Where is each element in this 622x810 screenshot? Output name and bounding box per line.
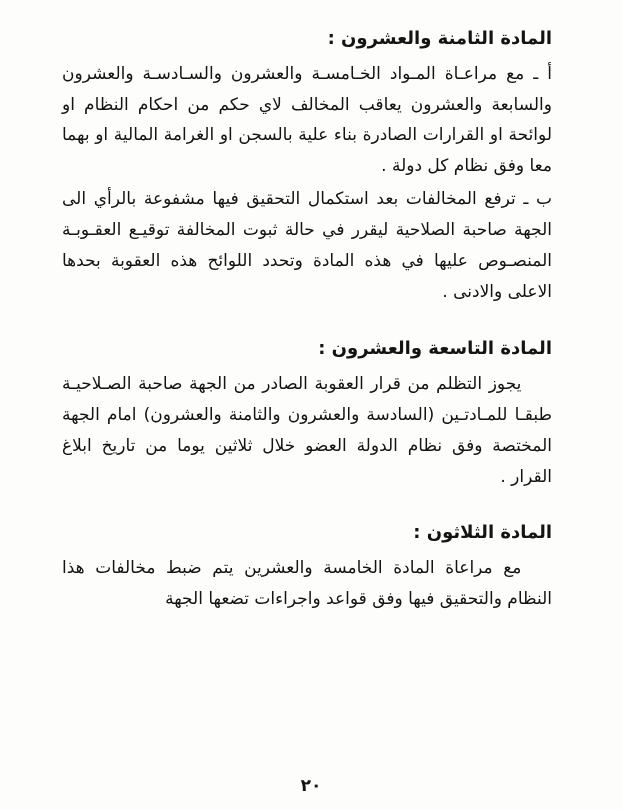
article-29-heading: المادة التاسعة والعشرون : xyxy=(318,338,552,360)
article-30-paragraph: مع مراعاة المادة الخامسة والعشرين يتم ضبط مخالفات هذا النظام والتحقيق فيها وفق قواعد واجراءات تضعها الجهة xyxy=(62,558,552,609)
article-28-paragraph-a: أ ـ مع مراعـاة المـواد الخـامسـة والعشرون والسـادسـة والعشرون والسابعة والعشرون يعاقب المخالف لاي حكم من احكام النظام او لوائحة او القرارات الصادرة بناء علية بالسجن او الغرامة المالية او بهما معا وفق نظام كل دولة . xyxy=(62,63,552,177)
page-number: ٢٠ xyxy=(300,776,322,796)
article-29-paragraph: يجوز التظلم من قرار العقوبة الصادر من الجهة صاحبة الصـلاحيـة طبقـا للمـادتـين (السادسة والعشرون والثامنة والعشرون) امام الجهة المختصة وفق نظام الدولة العضو خلال ثلاثين يوما من تاريخ ابلاغ القرار . xyxy=(62,373,552,487)
article-28-paragraph-b: ب ـ ترفع المخالفات بعد استكمال التحقيق فيها مشفوعة بالرأي الى الجهة صاحبة الصلاحية ليقرر في حالة ثبوت المخالفة توقيـع العقـوبـة المنصـوص عليها في هذه المادة وتحدد اللوائح هذه العقوبة بحدها الاعلى والادنى . xyxy=(62,189,552,303)
article-28-heading: المادة الثامنة والعشرون : xyxy=(327,28,552,49)
article-30-heading: المادة الثلاثون : xyxy=(413,522,552,544)
document-content xyxy=(62,24,552,617)
